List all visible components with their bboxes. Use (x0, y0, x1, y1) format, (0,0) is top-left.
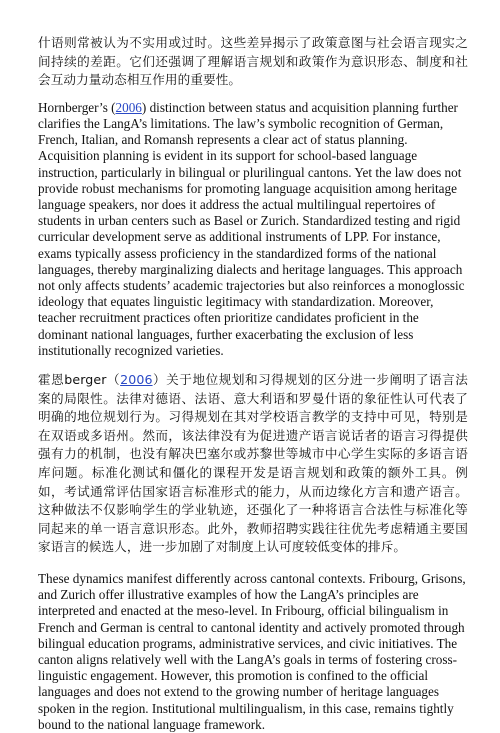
document-page (38, 34, 468, 733)
paragraph-text: 什语则常被认为不实用或过时。这些差异揭示了政策意图与社会语言现实之间持续的差距。它们还强调了理解语言规划和政策作为意识形态、制度和社会互动力量动态相互作用的重要性。 (38, 35, 468, 88)
citation-link-2006[interactable]: 2006 (115, 99, 142, 115)
citation-link-2006[interactable]: 2006 (120, 372, 153, 388)
paragraph-text: These dynamics manifest differently across cantonal contexts. Fribourg, Grisons, and Zurich offer illustrative examples of how the LangA’s principles are interpreted and enacted at the meso-level. In Fribourg, official bilingualism in French and German is central to cantonal identity and actively promoted through bilingual education programs, administrative services, and civic initiatives. The canton aligns relatively well with the LangA’s goals in terms of fostering cross-linguistic engagement. However, this promotion is confined to the official languages and does not extend to the growing number of heritage languages spoken in the region. Institutional multilingualism, in this case, remains tightly bound to the national language framework. (38, 570, 466, 732)
paragraph-text-post: ) distinction between status and acquisition planning further clarifies the LangA’s limitations. The law’s symbolic recognition of German, French, Italian, and Romansh represents a clear act of status planning. Acquisition planning is evident in its support for school-based language instruction, particularly in bilingual or plurilingual cantons. Yet the law does not provide robust mechanisms for promoting language acquisition among heritage language speakers, nor does it address the actual multilingual repertoires of students in urban centers such as Basel or Zurich. Standardized testing and rigid curricular development serve as additional instruments of LPP. For instance, exams typically assess proficiency in the standardized forms of the national languages, thereby marginalizing dialects and heritage languages. This approach not only affects students’ academic trajectories but also reinforces a monoglossic ideology that equates linguistic legitimacy with standardization. Moreover, teacher recruitment practices often prioritize candidates proficient in the dominant national languages, further exacerbating the exclusion of less institutionally recognized varieties. (38, 99, 465, 358)
paragraph-english-cantonal (38, 571, 468, 733)
paragraph-text-pre: Hornberger’s ( (38, 99, 116, 115)
paragraph-english-hornberger (38, 100, 468, 359)
paragraph-chinese-hornberger (38, 371, 468, 557)
paragraph-text-pre: 霍恩berger（ (38, 372, 121, 388)
paragraph-chinese-intro (38, 34, 468, 90)
paragraph-text-post: ）关于地位规划和习得规划的区分进一步阐明了语言法案的局限性。法律对德语、法语、意大利语和罗曼什语的象征性认可代表了明确的地位规划行为。习得规划在其对学校语言教学的支持中可见，特别是在双语或多语州。然而，该法律没有为促进遗产语言说话者的语言习得提供强有力的机制，也没有解决巴塞尔或苏黎世等城市中心学生实际的多语言语库问题。标准化测试和僵化的课程开发是语言规划和政策的额外工具。例如，考试通常评估国家语言标准形式的能力，从而边缘化方言和遗产语言。这种做法不仅影响学生的学业轨迹，还强化了一种将语言合法性与标准化等同起来的单一语言意识形态。此外，教师招聘实践往往优先考虑精通主要国家语言的候选人，进一步加剧了对制度上认可度较低变体的排斥。 (38, 372, 468, 555)
